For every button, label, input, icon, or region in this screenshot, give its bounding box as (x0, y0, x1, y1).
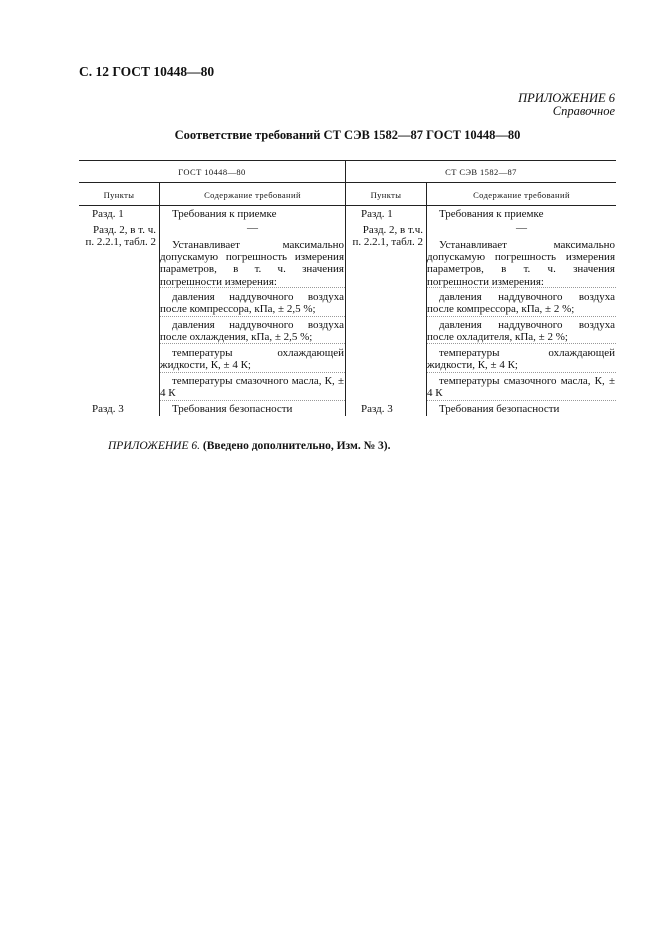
left-separator (160, 400, 345, 401)
right-content-7: Требования безопасности (439, 403, 560, 415)
right-content-5: температуры охлаждающей жидкости, К, ± 4 К; (427, 347, 615, 372)
left-group-header: ГОСТ 10448—80 (178, 167, 246, 177)
left-dash: — (247, 222, 258, 234)
left-separator (160, 316, 345, 317)
right-separator (427, 372, 616, 373)
comparison-table (79, 160, 616, 416)
left-separator (160, 343, 345, 344)
right-point-3: Разд. 3 (361, 403, 393, 415)
left-content-6: температуры смазочного масла, К, ± 4 К (160, 375, 344, 400)
appendix-block (518, 92, 615, 118)
right-separator (427, 316, 616, 317)
right-content-1: Требования к приемке (439, 208, 544, 220)
right-content-header: Содержание требований (473, 190, 570, 200)
right-dash: — (516, 222, 527, 234)
right-content-2: Устанавливает максимально допускамую погрешность измерения параметров, в т. ч. значения погрешности измерения: (427, 239, 615, 288)
amendment-note (108, 440, 390, 452)
right-content-4: давления наддувочного воздуха после охладителя, кПа, ± 2 %; (427, 319, 615, 344)
right-point-2a: Разд. 2, в т.ч. (362, 224, 423, 236)
right-content-3: давления наддувочного воздуха после компрессора, кПа, ± 2 %; (427, 291, 615, 316)
left-content-1: Требования к приемке (172, 208, 277, 220)
page-header: С. 12 ГОСТ 10448—80 (79, 64, 215, 79)
left-point-2b: п. 2.2.1, табл. 2 (85, 236, 156, 248)
right-group-header: СТ СЭВ 1582—87 (445, 167, 517, 177)
left-content-5: температуры охлаждающей жидкости, К, ± 4 К; (160, 347, 344, 372)
right-separator (427, 400, 616, 401)
right-separator (427, 287, 616, 288)
left-content-2: Устанавливает максимально допускамую погрешность измерения параметров, в т. ч. значения погрешности измерения: (160, 239, 344, 288)
right-point-2b: п. 2.2.1, табл. 2 (352, 236, 423, 248)
document-title: Соответствие требований СТ СЭВ 1582—87 ГОСТ 10448—80 (174, 128, 521, 142)
left-content-header: Содержание требований (204, 190, 301, 200)
left-content-4: давления наддувочного воздуха после охлаждения, кПа, ± 2,5 %; (160, 319, 344, 344)
appendix-sub: Справочное (552, 104, 615, 118)
left-separator (160, 372, 345, 373)
note-appendix-ref: ПРИЛОЖЕНИЕ 6. (108, 440, 200, 452)
table-top-rule (79, 160, 616, 161)
right-point-1: Разд. 1 (361, 208, 393, 220)
left-point-2a: Разд. 2, в т. ч. (93, 224, 156, 236)
left-points-header: Пункты (103, 190, 135, 200)
left-content-7: Требования безопасности (172, 403, 293, 415)
right-content-6: температуры смазочного масла, К, ± 4 К (427, 375, 615, 400)
right-points-header: Пункты (370, 190, 402, 200)
left-point-3: Разд. 3 (92, 403, 124, 415)
left-content-3: давления наддувочного воздуха после компрессора, кПа, ± 2,5 %; (160, 291, 344, 316)
left-separator (160, 287, 345, 288)
right-separator (427, 343, 616, 344)
appendix-label: ПРИЛОЖЕНИЕ 6 (518, 91, 615, 105)
note-amendment: (Введено дополнительно, Изм. № 3). (202, 440, 391, 452)
left-point-1: Разд. 1 (92, 208, 124, 220)
